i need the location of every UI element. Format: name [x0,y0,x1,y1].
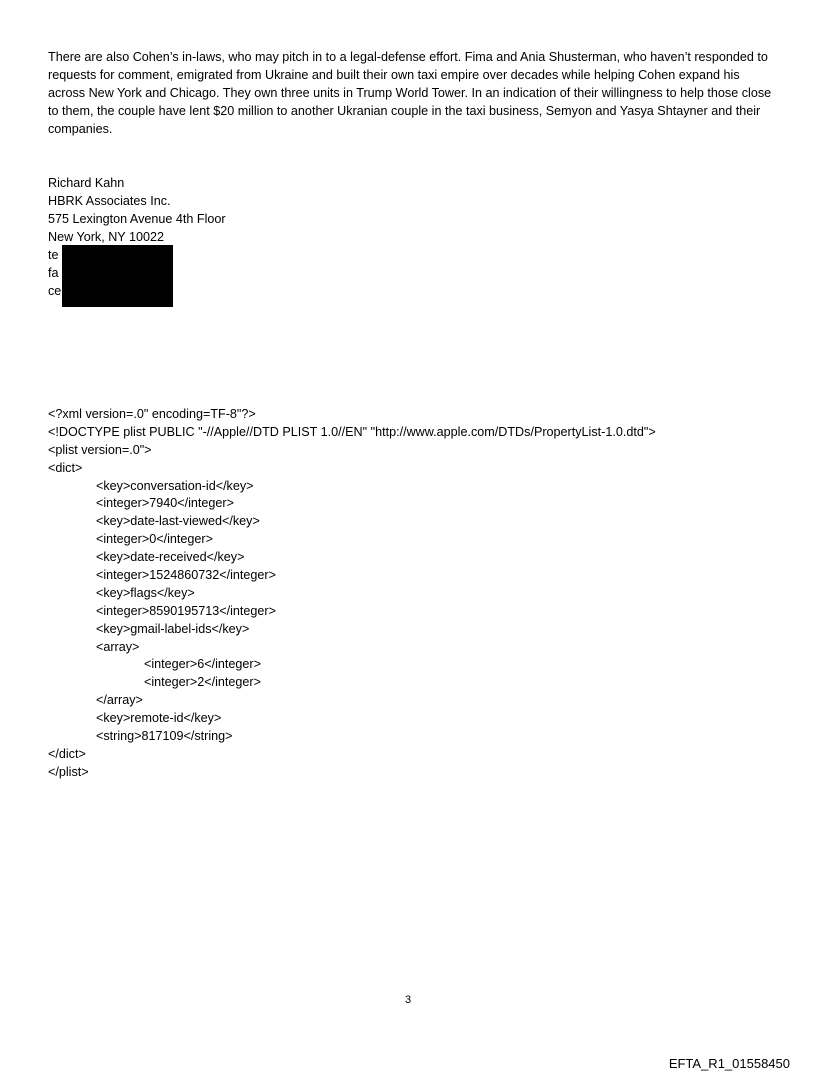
plist-key: <key>date-received</key> [96,550,245,565]
signature-address-line-1: 575 Lexington Avenue 4th Floor [48,212,226,226]
signature-company: HBRK Associates Inc. [48,194,171,208]
array-close-tag: </array> [96,693,143,708]
plist-value: <string>817109</string> [96,729,233,744]
doctype-line: <!DOCTYPE plist PUBLIC "-//Apple//DTD PLIST 1.0//EN" "http://www.apple.com/DTDs/PropertyList-1.0.dtd"> [48,424,656,439]
dict-open-tag: <dict> [48,460,83,475]
redaction-box [62,245,173,307]
document-id: EFTA_R1_01558450 [668,1056,790,1071]
plist-value: <integer>1524860732</integer> [96,568,276,583]
signature-name: Richard Kahn [48,176,125,190]
dict-close-tag: </dict> [48,746,86,761]
signature-cell: ce [48,284,62,298]
plist-open-tag: <plist version=.0"> [48,442,152,457]
plist-key: <key>remote-id</key> [96,711,222,726]
array-item: <integer>6</integer> [144,657,261,672]
plist-value: <integer>7940</integer> [96,496,234,511]
plist-key: <key>conversation-id</key> [96,478,254,493]
page-number: 3 [404,994,412,1006]
signature-tel: te [48,248,59,262]
plist-key: <key>date-last-viewed</key> [96,514,260,529]
plist-key: <key>gmail-label-ids</key> [96,621,250,636]
plist-close-tag: </plist> [48,764,89,779]
array-item: <integer>2</integer> [144,675,261,690]
xml-declaration: <?xml version=.0" encoding=TF-8"?> [48,407,256,421]
signature-address-line-2: New York, NY 10022 [48,230,164,244]
article-paragraph: There are also Cohen’s in-laws, who may pitch in to a legal-defense effort. Fima and Ania Shusterman, who haven’t responded to requests for comment, emigrated from Ukraine and built their own taxi empire over decades while helping Cohen expand his across New York and Chicago. They own three units in Trump World Tower. In an indication of their willingness to help those close to them, the couple have lent $20 million to another Ukranian couple in the taxi business, Semyon and Yasya Shtayner and their companies. [48,50,772,136]
array-open-tag: <array> [96,639,140,654]
signature-fax: fa [48,266,59,280]
plist-value: <integer>0</integer> [96,532,213,547]
plist-xml-block [48,406,656,782]
plist-key: <key>flags</key> [96,585,195,600]
plist-value: <integer>8590195713</integer> [96,603,276,618]
